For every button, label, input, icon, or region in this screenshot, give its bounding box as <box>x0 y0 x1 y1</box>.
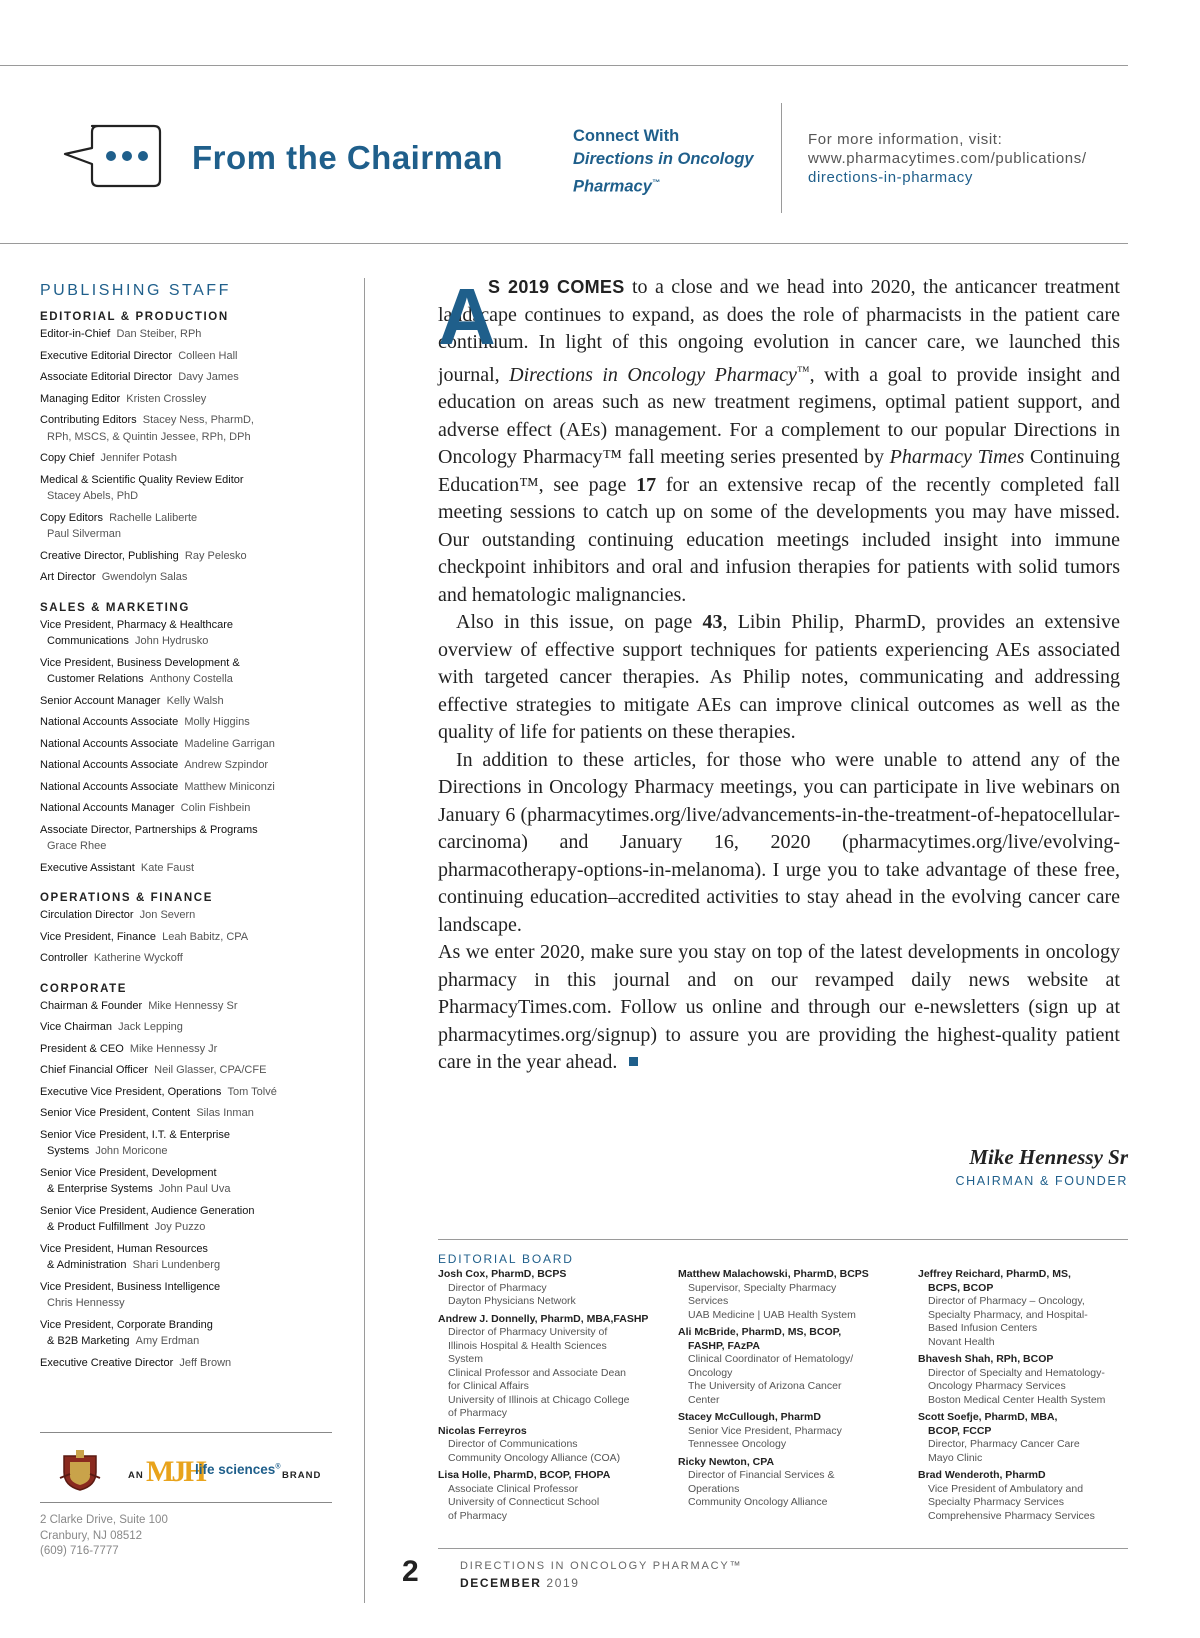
staff-entry-continuation <box>40 1181 340 1198</box>
staff-entry <box>40 617 340 650</box>
staff-role: Contributing Editors <box>40 414 137 426</box>
staff-entry-continuation <box>40 1333 340 1350</box>
staff-name: Stacey Ness, PharmD, <box>142 414 254 426</box>
staff-entry-continuation <box>40 1257 340 1274</box>
member-name: Ricky Newton, CPA <box>678 1455 775 1468</box>
member-detail: Center <box>688 1393 720 1406</box>
member-name: Lisa Holle, PharmD, BCOP, FHOPA <box>438 1469 611 1481</box>
page-number: 2 <box>402 1555 419 1588</box>
member-detail: of Pharmacy <box>448 1509 507 1522</box>
staff-heading: PUBLISHING STAFF <box>40 282 231 299</box>
staff-name-continued: Stacey Abels, PhD <box>47 490 139 502</box>
editorial-board-member <box>438 1313 670 1421</box>
staff-entry <box>40 929 340 946</box>
staff-entry-continuation <box>40 526 340 543</box>
member-detail: Clinical Coordinator of Hematology/ <box>688 1353 854 1365</box>
staff-role: Copy Chief <box>40 452 95 464</box>
editorial-board-member <box>438 1469 670 1523</box>
staff-name: Gwendolyn Salas <box>101 571 188 583</box>
connect-line2: Directions in Oncology <box>573 150 754 168</box>
member-detail: Vice President of Ambulatory and <box>928 1482 1084 1495</box>
staff-name-continued: Joy Puzzo <box>154 1221 206 1233</box>
staff-entry <box>40 348 340 365</box>
signature-title: CHAIRMAN & FOUNDER <box>955 1174 1128 1188</box>
staff-name: Rachelle Laliberte <box>109 511 198 524</box>
member-detail: Services <box>688 1295 729 1307</box>
staff-name: Colleen Hall <box>178 349 238 362</box>
staff-name: Ray Pelesko <box>184 549 247 562</box>
member-name: Ali McBride, PharmD, MS, BCOP, <box>678 1326 842 1338</box>
staff-entry <box>40 1062 340 1079</box>
footer-rule <box>438 1548 1128 1549</box>
footer-date <box>460 1576 580 1590</box>
member-detail: Dayton Physicians Network <box>448 1295 576 1307</box>
staff-entry <box>40 822 340 855</box>
staff-role: Senior Vice President, Content <box>40 1107 191 1119</box>
staff-entry <box>40 472 340 505</box>
member-detail: Based Infusion Centers <box>928 1322 1038 1334</box>
member-name-continued: BCPS, BCOP <box>928 1281 994 1294</box>
header-bottom-rule <box>0 243 1128 244</box>
editorial-board-member <box>438 1268 670 1309</box>
staff-entry <box>40 1019 340 1036</box>
footer-month: DECEMBER <box>460 1576 542 1590</box>
staff-name: Kristen Crossley <box>126 392 207 405</box>
editorial-board-member <box>678 1326 910 1407</box>
p2-text-a: Also in this issue, on page <box>456 611 703 633</box>
staff-role-continued: & Administration <box>47 1259 127 1271</box>
address-line3: (609) 716-7777 <box>40 1545 119 1557</box>
staff-name: Andrew Szpindor <box>184 759 269 771</box>
staff-role: Creative Director, Publishing <box>40 549 179 562</box>
staff-sections <box>40 311 340 1371</box>
staff-section-title: EDITORIAL & PRODUCTION <box>40 311 229 323</box>
staff-name: Silas Inman <box>196 1107 254 1119</box>
life-sciences-reg: ® <box>275 1463 281 1471</box>
staff-entry-continuation <box>40 488 340 505</box>
article-paragraph-4 <box>438 939 1120 1077</box>
staff-name: Neil Glasser, CPA/CFE <box>154 1064 267 1076</box>
staff-role: President & CEO <box>40 1042 124 1055</box>
staff-entry-continuation <box>40 429 340 446</box>
staff-role: Executive Vice President, Operations <box>40 1085 222 1098</box>
staff-name: Madeline Garrigan <box>184 737 275 750</box>
staff-entry-continuation <box>40 838 340 855</box>
editorial-board-member <box>918 1353 1150 1407</box>
staff-entry <box>40 1355 340 1372</box>
editorial-board-member <box>678 1268 910 1322</box>
staff-entry <box>40 412 340 445</box>
member-detail: University of Illinois at Chicago College <box>448 1393 630 1406</box>
more-info-url1[interactable]: www.pharmacytimes.com/publications/ <box>808 150 1087 167</box>
life-sciences <box>195 1462 280 1477</box>
staff-role: National Accounts Associate <box>40 716 179 728</box>
staff-name: Leah Babitz, CPA <box>162 930 249 943</box>
page-ref-43: 43 <box>702 611 723 633</box>
top-rule <box>0 65 1128 66</box>
staff-section <box>40 892 340 967</box>
staff-role: Vice President, Finance <box>40 930 156 943</box>
member-detail: Community Oncology Alliance (COA) <box>448 1451 621 1464</box>
staff-role: Vice President, Corporate Branding <box>40 1318 213 1331</box>
staff-name: Kelly Walsh <box>166 694 224 707</box>
staff-name-continued: RPh, MSCS, & Quintin Jessee, RPh, DPh <box>47 430 251 443</box>
staff-entry <box>40 907 340 924</box>
staff-role: Controller <box>40 952 88 964</box>
staff-name-continued: Paul Silverman <box>47 528 121 540</box>
editorial-board-member <box>678 1411 910 1452</box>
member-detail: Director of Specialty and Hematology- <box>928 1366 1105 1379</box>
staff-entry <box>40 779 340 796</box>
brand-logo-area <box>58 1448 348 1498</box>
staff-entry <box>40 757 340 774</box>
member-name: Matthew Malachowski, PharmD, BCPS <box>678 1268 869 1280</box>
staff-entry <box>40 569 340 586</box>
p1-text-b: , with a goal to provide insight and education on areas such as new treatment regimens, optimal patient support, and adverse effect (AEs) management. For a complement to our popular Directions in Oncology Pharmacy™ fall meeting series presented by <box>438 363 1120 468</box>
editorial-board-column-3 <box>918 1268 1150 1527</box>
member-detail: Illinois Hospital & Health Sciences <box>448 1339 607 1352</box>
p4-text: As we enter 2020, make sure you stay on top of the latest developments in oncology pharmacy in this journal and on our revamped daily news website at PharmacyTimes.com. Follow us online and through our e-newsletters (sign up at pharmacytimes.org/signup) to assure you are providing the highest-quality patient care in the year ahead. <box>438 941 1120 1073</box>
speech-bubble-icon <box>62 122 164 192</box>
staff-role: Senior Vice President, Development <box>40 1166 217 1179</box>
staff-entry-continuation <box>40 1143 340 1160</box>
journal-title: Directions in Oncology Pharmacy <box>509 363 797 386</box>
address-block <box>40 1513 168 1560</box>
staff-role-continued: Communications <box>47 635 129 647</box>
member-detail: Specialty Pharmacy Services <box>928 1496 1064 1508</box>
staff-name-continued: Anthony Costella <box>149 673 233 685</box>
staff-entry <box>40 1165 340 1198</box>
staff-section-title: OPERATIONS & FINANCE <box>40 892 213 904</box>
staff-name: Colin Fishbein <box>180 802 251 814</box>
pharmacy-times-title: Pharmacy Times <box>889 446 1025 468</box>
staff-entry <box>40 510 340 543</box>
end-mark-icon <box>629 1057 638 1066</box>
staff-name: Molly Higgins <box>184 716 250 728</box>
member-name: Scott Soefje, PharmD, MBA, <box>918 1411 1058 1423</box>
staff-role: Associate Editorial Director <box>40 371 173 383</box>
staff-role: National Accounts Associate <box>40 737 179 750</box>
member-detail: Supervisor, Specialty Pharmacy <box>688 1281 837 1294</box>
staff-role: Managing Editor <box>40 392 121 405</box>
article-paragraph-1 <box>438 274 1120 609</box>
logo-top-rule <box>40 1432 332 1433</box>
staff-entry <box>40 1241 340 1274</box>
connect-line1: Connect With <box>573 127 680 145</box>
staff-entry <box>40 450 340 467</box>
staff-entry <box>40 655 340 688</box>
member-detail: Comprehensive Pharmacy Services <box>928 1509 1095 1522</box>
connect-block <box>573 125 754 199</box>
member-name-continued: BCOP, FCCP <box>928 1424 992 1437</box>
staff-role: Executive Assistant <box>40 861 135 874</box>
more-info-block <box>808 130 1087 187</box>
staff-role: National Accounts Associate <box>40 780 179 793</box>
address-line2: Cranbury, NJ 08512 <box>40 1529 143 1542</box>
staff-section <box>40 311 340 586</box>
crest-logo-icon <box>58 1448 102 1492</box>
member-name: Andrew J. Donnelly, PharmD, MBA,FASHP <box>438 1312 649 1325</box>
p1-text-d: for an extensive recap of the recently completed fall meeting sessions to catch up on some of the developments you may have missed. Our outstanding continuing education meetings included insight into immune checkpoint inhibitors and oral and infusion therapies for patients with solid tumors and hematologic malignancies. <box>438 473 1120 606</box>
staff-name: Tom Tolvé <box>227 1085 277 1098</box>
staff-section <box>40 983 340 1372</box>
staff-role: Senior Vice President, I.T. & Enterprise <box>40 1128 230 1141</box>
staff-section-title: CORPORATE <box>40 982 128 995</box>
staff-name-continued: John Paul Uva <box>158 1183 231 1195</box>
p2-text-b: , Libin Philip, PharmD, provides an extensive overview of effective support techniques for patients experiencing AEs associated with targeted cancer therapies. As Philip notes, communicating and addressing effective strategies to mitigate AEs can improve clinical outcomes as well as the quality of life for patients on these therapies. <box>438 611 1120 743</box>
staff-entry <box>40 548 340 565</box>
staff-name: Kate Faust <box>140 861 195 874</box>
p1-text-a: to a close and we head into 2020, the anticancer treatment landscape continues to expand, as does the role of pharmacists in the patient care continuum. In light of this ongoing evolution in cancer care, we launched this journal, <box>438 276 1120 386</box>
editorial-board-rule <box>438 1239 1128 1240</box>
member-detail: Novant Health <box>928 1335 995 1348</box>
editorial-board-member <box>918 1411 1150 1465</box>
staff-entry-continuation <box>40 1219 340 1236</box>
staff-entry <box>40 326 340 343</box>
member-name: Nicolas Ferreyros <box>438 1424 527 1437</box>
publishing-staff <box>40 282 340 1387</box>
member-detail: Director of Pharmacy <box>448 1281 547 1294</box>
staff-role-continued: Customer Relations <box>47 673 144 685</box>
staff-role: Vice President, Human Resources <box>40 1242 208 1255</box>
more-info-label: For more information, visit: <box>808 131 1003 148</box>
staff-entry <box>40 800 340 817</box>
staff-name: Dan Steiber, RPh <box>116 328 202 340</box>
staff-entry <box>40 860 340 877</box>
staff-role-continued: & B2B Marketing <box>47 1335 130 1347</box>
staff-role: Medical & Scientific Quality Review Editor <box>40 473 244 486</box>
staff-role: Senior Account Manager <box>40 694 161 707</box>
member-detail: Director of Financial Services & <box>688 1469 835 1481</box>
member-detail: University of Connecticut School <box>448 1496 600 1508</box>
member-detail: Director of Communications <box>448 1438 578 1450</box>
footer-publication: DIRECTIONS IN ONCOLOGY PHARMACY™ <box>460 1560 743 1572</box>
member-detail: UAB Medicine | UAB Health System <box>688 1308 856 1321</box>
member-name-continued: FASHP, FAzPA <box>688 1339 760 1352</box>
member-detail: Director of Pharmacy University of <box>448 1326 608 1338</box>
staff-role: Copy Editors <box>40 511 103 524</box>
staff-entry-continuation <box>40 633 340 650</box>
staff-name: Jennifer Potash <box>100 452 177 464</box>
member-detail: for Clinical Affairs <box>448 1380 529 1392</box>
address-line1: 2 Clarke Drive, Suite 100 <box>40 1514 168 1526</box>
staff-role-continued: Systems <box>47 1145 90 1157</box>
member-name: Bhavesh Shah, RPh, BCOP <box>918 1353 1054 1365</box>
staff-entry <box>40 736 340 753</box>
member-detail: of Pharmacy <box>448 1407 507 1419</box>
staff-name: Jeff Brown <box>179 1356 232 1369</box>
editorial-board-member <box>438 1425 670 1466</box>
staff-entry <box>40 1279 340 1312</box>
member-name: Jeffrey Reichard, PharmD, MS, <box>918 1268 1071 1280</box>
staff-role: Vice Chairman <box>40 1021 112 1033</box>
connect-line3: Pharmacy <box>573 177 652 196</box>
staff-role-continued: & Enterprise Systems <box>47 1183 153 1195</box>
staff-name-continued: Shari Lundenberg <box>132 1259 221 1271</box>
member-detail: Oncology Pharmacy Services <box>928 1380 1066 1392</box>
staff-name: Jon Severn <box>139 909 196 921</box>
staff-role: Executive Editorial Director <box>40 349 173 362</box>
editorial-board-heading: EDITORIAL BOARD <box>438 1252 574 1266</box>
staff-name: Jack Lepping <box>118 1021 183 1033</box>
life-sciences-text: life sciences <box>195 1462 276 1477</box>
staff-entry <box>40 1084 340 1101</box>
staff-role: Circulation Director <box>40 909 134 921</box>
staff-name: Matthew Miniconzi <box>184 780 275 793</box>
editorial-board-member <box>918 1268 1150 1349</box>
member-detail: Senior Vice President, Pharmacy <box>688 1424 842 1437</box>
editorial-board-column-1 <box>438 1268 670 1527</box>
signature-name: Mike Hennessy Sr <box>969 1145 1128 1169</box>
staff-entry <box>40 1127 340 1160</box>
page-title: From the Chairman <box>192 139 504 176</box>
staff-entry <box>40 1041 340 1058</box>
staff-name: Mike Hennessy Sr <box>148 999 238 1012</box>
member-detail: Clinical Professor and Associate Dean <box>448 1366 627 1379</box>
editorial-board-member <box>918 1469 1150 1523</box>
mjh-logo: MJH <box>146 1455 204 1488</box>
staff-name-continued: Chris Hennessy <box>47 1297 125 1309</box>
editorial-board-member <box>678 1456 910 1510</box>
member-name: Josh Cox, PharmD, BCPS <box>438 1268 567 1280</box>
article-paragraph-2 <box>438 609 1120 747</box>
staff-role: Executive Creative Director <box>40 1356 174 1369</box>
member-detail: Tennessee Oncology <box>688 1438 787 1450</box>
staff-role: Art Director <box>40 571 96 583</box>
member-detail: Community Oncology Alliance <box>688 1496 828 1508</box>
staff-role: National Accounts Associate <box>40 759 179 771</box>
staff-entry-continuation <box>40 671 340 688</box>
staff-role-continued: & Product Fulfillment <box>47 1221 149 1233</box>
brand-word: BRAND <box>282 1470 322 1481</box>
staff-name: Mike Hennessy Jr <box>129 1042 218 1055</box>
staff-entry <box>40 391 340 408</box>
member-detail: Specialty Pharmacy, and Hospital- <box>928 1308 1088 1321</box>
journal-tm: ™ <box>796 362 810 378</box>
staff-name-continued: Grace Rhee <box>47 840 107 852</box>
logo-bottom-rule <box>40 1502 332 1503</box>
staff-entry-continuation <box>40 1295 340 1312</box>
member-detail: Operations <box>688 1482 740 1495</box>
staff-entry <box>40 998 340 1015</box>
member-detail: Oncology <box>688 1366 733 1379</box>
staff-role: Chairman & Founder <box>40 999 143 1012</box>
article-paragraph-3: In addition to these articles, for those who were unable to attend any of the Directions in Oncology Pharmacy meetings, you can participate in live webinars on January 6 (pharmacytimes.org/live/advancements-in-the-treatment-of-hepatocellular-carcinoma) and January 16, 2020 (pharmacytimes.org/live/evolving-pharmacotherapy-options-in-melanoma). I urge you to take advantage of these free, continuing education–accredited activities to stay ahead in the evolving cancer care landscape. <box>438 748 1120 936</box>
member-detail: Director of Pharmacy – Oncology, <box>928 1295 1085 1307</box>
staff-name-continued: John Hydrusko <box>135 635 209 647</box>
article-body <box>438 274 1120 1077</box>
member-name: Brad Wenderoth, PharmD <box>918 1469 1046 1481</box>
brand-an: AN <box>128 1470 144 1481</box>
page-ref-17: 17 <box>636 473 657 496</box>
staff-entry <box>40 1317 340 1350</box>
member-detail: The University of Arizona Cancer <box>688 1380 842 1392</box>
staff-role: Senior Vice President, Audience Generation <box>40 1204 255 1217</box>
member-detail: System <box>448 1353 484 1365</box>
staff-name-continued: John Moricone <box>95 1145 168 1157</box>
staff-name-continued: Amy Erdman <box>135 1335 200 1347</box>
staff-section <box>40 602 340 877</box>
staff-role: Associate Director, Partnerships & Programs <box>40 823 258 836</box>
staff-name: Katherine Wyckoff <box>93 952 183 964</box>
more-info-url2[interactable]: directions-in-pharmacy <box>808 169 973 186</box>
member-name: Stacey McCullough, PharmD <box>678 1411 821 1423</box>
p1-text-c: Continuing Education™, see page <box>438 446 1120 496</box>
staff-role: Vice President, Business Intelligence <box>40 1280 221 1293</box>
staff-entry <box>40 369 340 386</box>
drop-cap: A <box>438 272 496 361</box>
column-divider <box>364 278 365 1603</box>
editorial-board-column-2 <box>678 1268 910 1514</box>
staff-role: Vice President, Pharmacy & Healthcare <box>40 618 233 631</box>
footer-year: 2019 <box>546 1576 580 1590</box>
staff-entry <box>40 1105 340 1122</box>
staff-role: National Accounts Manager <box>40 802 175 814</box>
member-detail: Boston Medical Center Health System <box>928 1393 1106 1406</box>
staff-entry <box>40 714 340 731</box>
connect-tm: ™ <box>651 178 660 187</box>
staff-section-title: SALES & MARKETING <box>40 601 190 614</box>
staff-role: Chief Financial Officer <box>40 1064 149 1076</box>
member-detail: Director, Pharmacy Cancer Care <box>928 1438 1080 1450</box>
staff-role: Vice President, Business Development & <box>40 656 240 669</box>
staff-entry <box>40 950 340 967</box>
header-divider <box>781 103 782 213</box>
staff-name: Davy James <box>178 371 239 383</box>
staff-entry <box>40 693 340 710</box>
member-detail: Associate Clinical Professor <box>448 1482 579 1495</box>
member-detail: Mayo Clinic <box>928 1451 983 1464</box>
lead-caps: S 2019 COMES <box>488 277 625 297</box>
staff-entry <box>40 1203 340 1236</box>
staff-role: Editor-in-Chief <box>40 328 111 340</box>
